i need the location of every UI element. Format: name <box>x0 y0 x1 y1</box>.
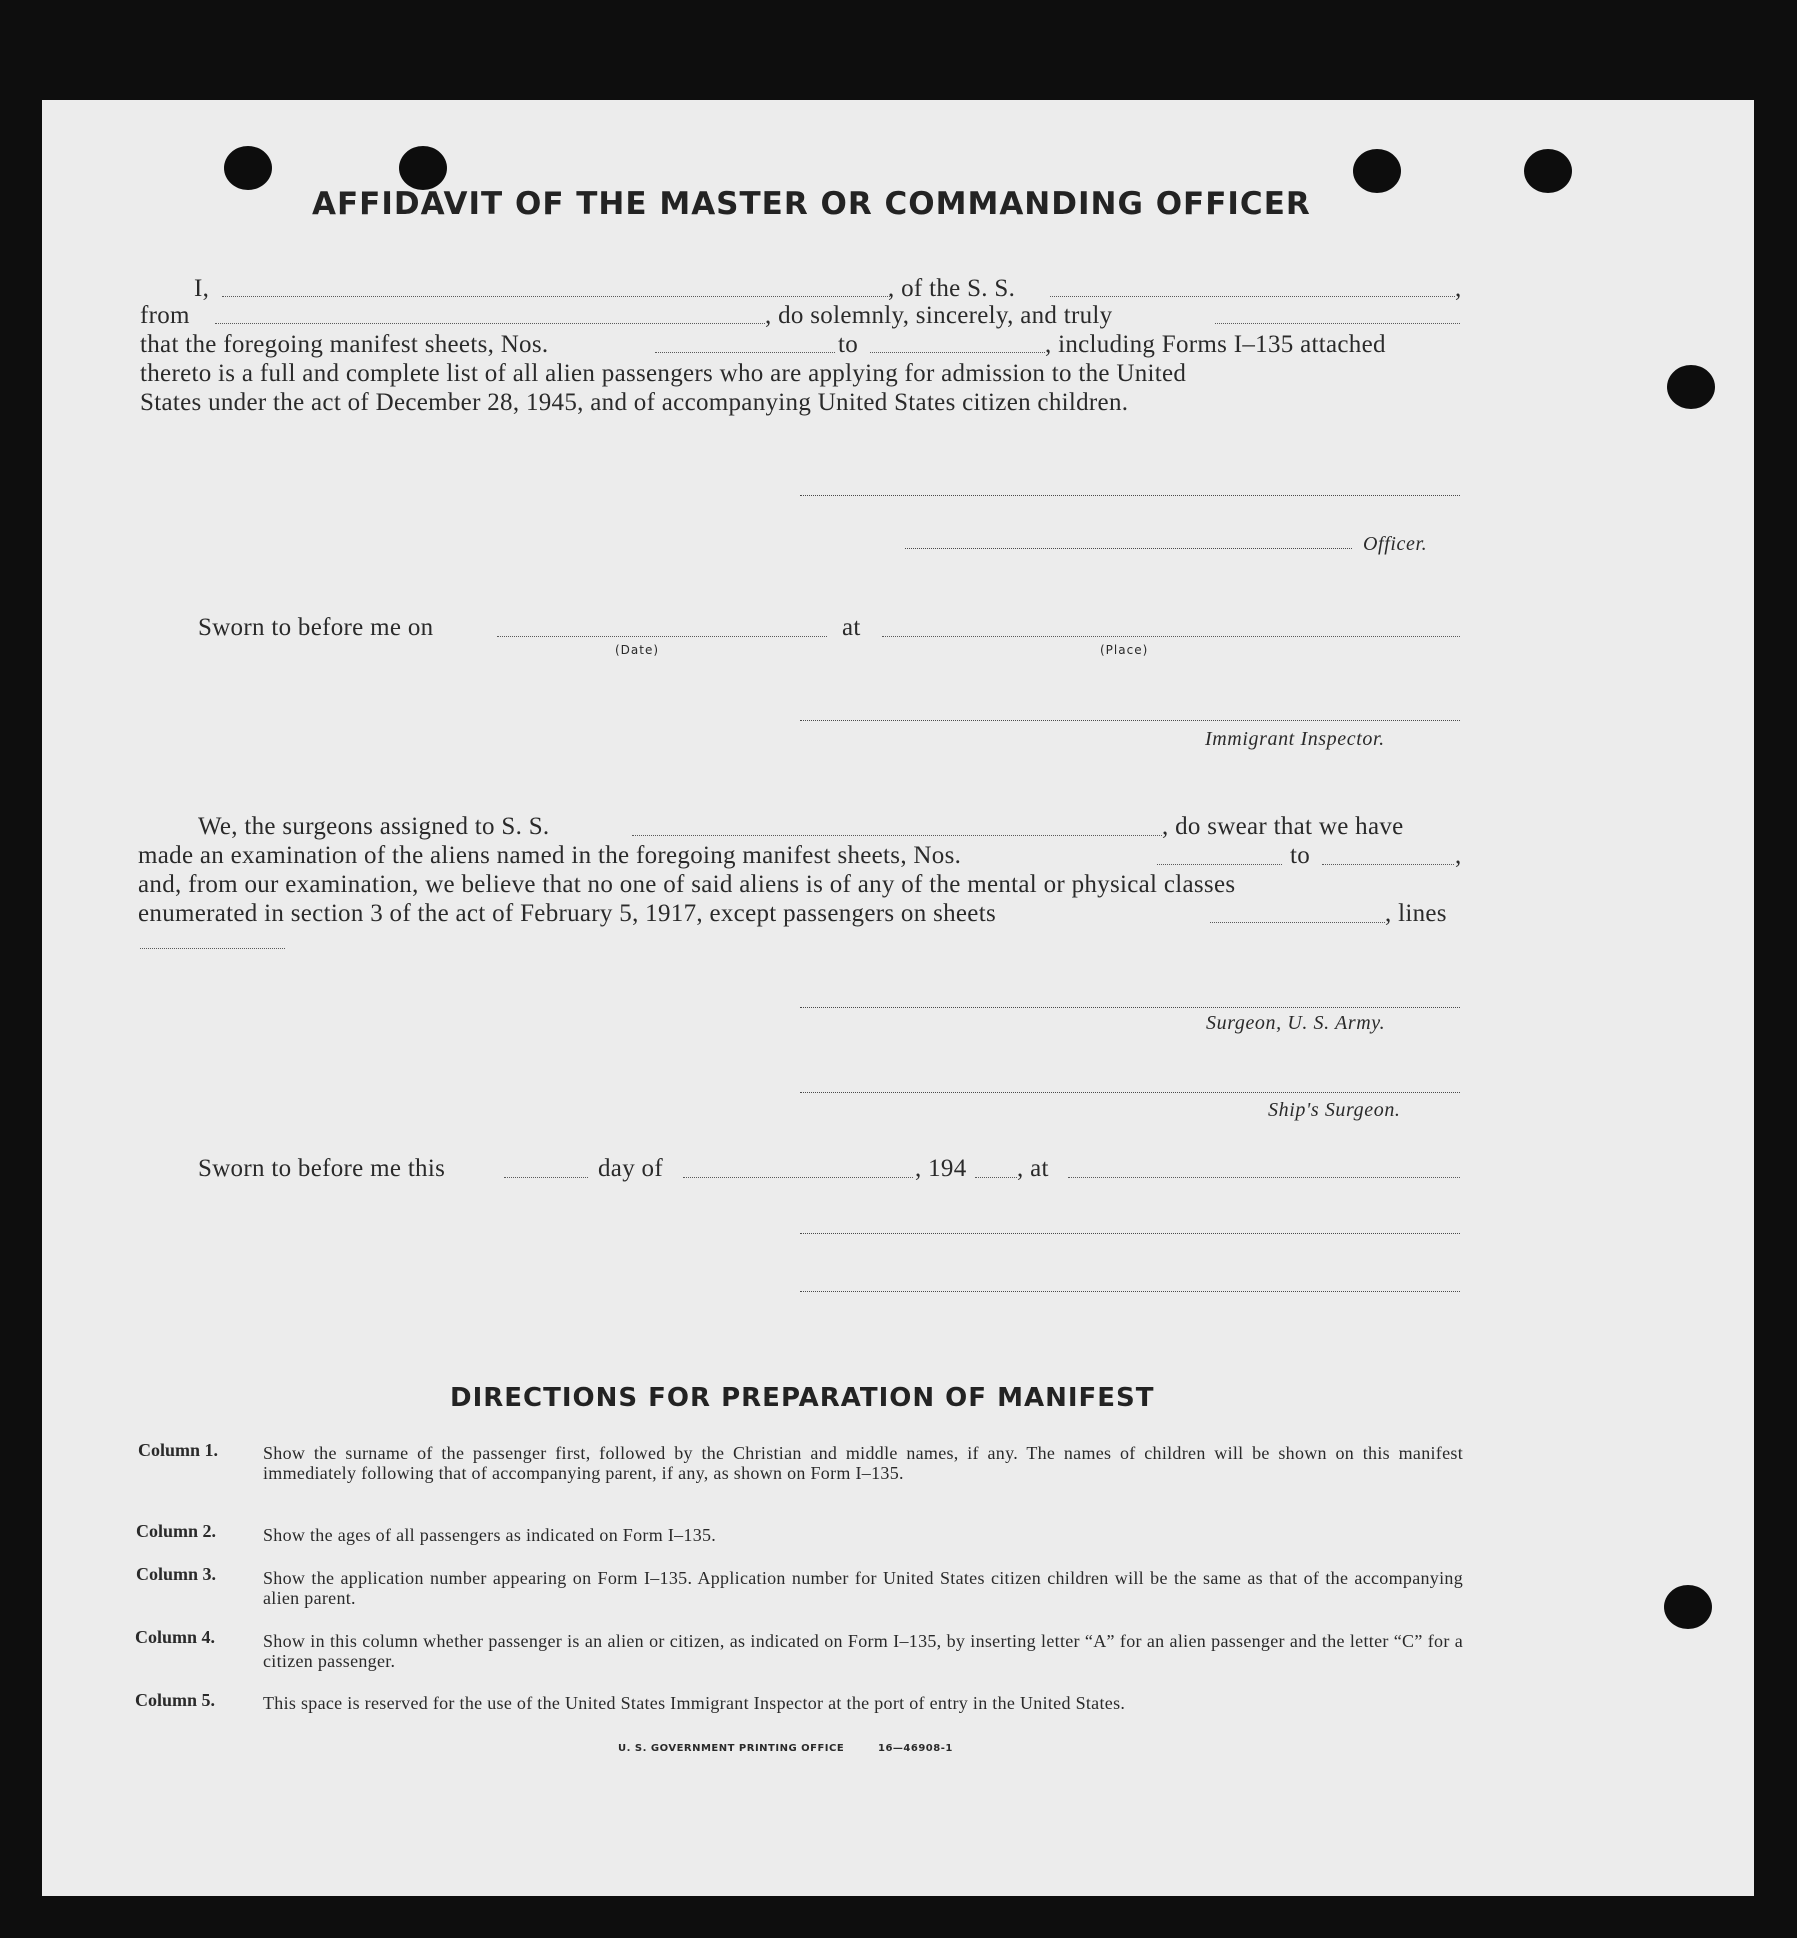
army-surgeon-signature-line[interactable] <box>800 1007 1460 1008</box>
column-4-label: Column 4. <box>135 1627 216 1647</box>
master-name-field[interactable] <box>222 296 890 297</box>
affidavit-line3-forms: , including Forms I–135 attached <box>1045 331 1386 358</box>
affidavit-line1-ss: , of the S. S. <box>888 275 1016 302</box>
affidavit-line2-solemnly: , do solemnly, sincerely, and truly <box>765 302 1113 329</box>
inspector-label: Immigrant Inspector. <box>1205 728 1385 750</box>
sworn-place-field[interactable] <box>882 636 1460 637</box>
punch-hole-4 <box>1524 149 1572 193</box>
sworn-before-on: Sworn to before me on <box>198 614 434 641</box>
sworn-year-prefix: , 194 <box>915 1155 967 1182</box>
sworn-date-field[interactable] <box>497 636 827 637</box>
punch-hole-1 <box>224 146 272 190</box>
column-5-text: This space is reserved for the use of the United States Immigrant Inspector at the port of entry in the United States. <box>263 1693 1126 1713</box>
form-number: 16—46908-1 <box>878 1743 953 1754</box>
departure-port-field[interactable] <box>215 323 765 324</box>
surgeons-line1-start: We, the surgeons assigned to S. S. <box>198 813 550 840</box>
sheet-to-field[interactable] <box>870 352 1045 353</box>
sworn-signature-line-1[interactable] <box>800 1233 1460 1234</box>
surgeons-line4-lines: , lines <box>1385 900 1447 927</box>
sworn-month-field[interactable] <box>683 1177 913 1178</box>
ship-surgeon-label: Ship's Surgeon. <box>1268 1099 1401 1121</box>
surgeons-line2-start: made an examination of the aliens named in the foregoing manifest sheets, Nos. <box>138 842 962 869</box>
sworn-year-field[interactable] <box>975 1177 1017 1178</box>
surgeons-sheet-from-field[interactable] <box>1157 864 1282 865</box>
column-5-label: Column 5. <box>135 1690 216 1710</box>
affidavit-line1-comma: , <box>1455 275 1462 302</box>
affidavit-line5: States under the act of December 28, 1945, and of accompanying United States citizen children. <box>140 389 1129 416</box>
column-2-text: Show the ages of all passengers as indicated on Form I–135. <box>263 1525 717 1545</box>
column-3-label: Column 3. <box>136 1564 217 1584</box>
except-lines-field[interactable] <box>140 948 285 949</box>
affirm-field[interactable] <box>1215 323 1460 324</box>
surgeons-line4-start: enumerated in section 3 of the act of February 5, 1917, except passengers on sheets <box>138 900 996 927</box>
officer-signature-line-2[interactable] <box>905 548 1352 549</box>
column-1-label: Column 1. <box>138 1440 219 1460</box>
sheet-from-field[interactable] <box>655 352 835 353</box>
sworn-day-field[interactable] <box>504 1177 588 1178</box>
surgeons-line2-comma: , <box>1455 842 1462 869</box>
affidavit-line2-from: from <box>140 302 190 329</box>
punch-hole-5 <box>1667 365 1715 409</box>
punch-hole-6 <box>1664 1585 1712 1629</box>
officer-signature-line-1[interactable] <box>800 495 1460 496</box>
affidavit-line4: thereto is a full and complete list of all alien passengers who are applying for admission to the United <box>140 360 1187 387</box>
affidavit-title: AFFIDAVIT OF THE MASTER OR COMMANDING OFFICER <box>312 186 1311 222</box>
punch-hole-2 <box>399 146 447 190</box>
surgeons-sheet-to-field[interactable] <box>1322 864 1454 865</box>
affidavit-line3-sheets: that the foregoing manifest sheets, Nos. <box>140 331 549 358</box>
affidavit-line3-to: to <box>838 331 859 358</box>
sworn-this: Sworn to before me this <box>198 1155 446 1182</box>
sworn-signature-line-2[interactable] <box>800 1291 1460 1292</box>
except-sheets-field[interactable] <box>1210 922 1385 923</box>
affidavit-line1-start: I, <box>194 275 210 302</box>
surgeons-ship-field[interactable] <box>632 835 1162 836</box>
sworn-day-of: day of <box>598 1155 663 1182</box>
directions-title: DIRECTIONS FOR PREPARATION OF MANIFEST <box>450 1383 1155 1413</box>
inspector-signature-line[interactable] <box>800 720 1460 721</box>
punch-hole-3 <box>1353 149 1401 193</box>
ship-surgeon-signature-line[interactable] <box>800 1092 1460 1093</box>
printer-imprint: U. S. GOVERNMENT PRINTING OFFICE <box>618 1743 845 1754</box>
column-1-text: Show the surname of the passenger first, followed by the Christian and middle names, if any. The names of children will be shown on this manifest immediately following that of accompanying parent, if any, as shown on Form I–135. <box>263 1443 1463 1483</box>
column-3-text: Show the application number appearing on Form I–135. Application number for United States citizen children will be the same as that of the accompanying alien parent. <box>263 1568 1463 1608</box>
place-caption: (Place) <box>1100 643 1149 657</box>
surgeons-line3: and, from our examination, we believe that no one of said aliens is of any of the mental or physical classes <box>138 871 1236 898</box>
sworn-place-field-2[interactable] <box>1068 1177 1460 1178</box>
officer-label: Officer. <box>1363 533 1428 555</box>
surgeons-line2-to: to <box>1290 842 1311 869</box>
ship-name-field[interactable] <box>1050 296 1455 297</box>
sworn-at: at <box>842 614 861 641</box>
column-2-label: Column 2. <box>136 1521 217 1541</box>
surgeons-line1-end: , do swear that we have <box>1162 813 1404 840</box>
army-surgeon-label: Surgeon, U. S. Army. <box>1206 1012 1386 1034</box>
column-4-text: Show in this column whether passenger is an alien or citizen, as indicated on Form I–135, by inserting letter “A” for an alien passenger and the letter “C” for a citizen passenger. <box>263 1631 1463 1671</box>
sworn-at-2: , at <box>1017 1155 1049 1182</box>
date-caption: (Date) <box>615 643 660 657</box>
